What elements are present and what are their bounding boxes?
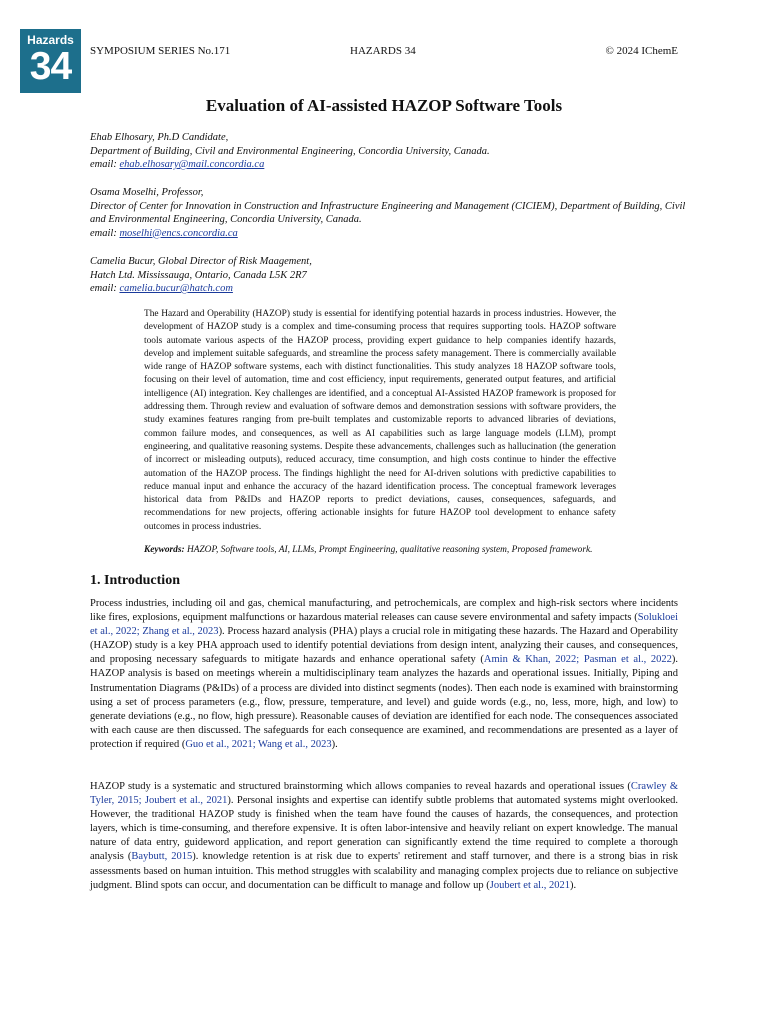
author-affiliation: Department of Building, Civil and Environmental Engineering, Concordia University, Canada. (90, 145, 490, 157)
email-label: email: (90, 227, 120, 239)
logo-number: 34 (29, 45, 72, 88)
author-affiliation: Hatch Ltd. Mississauga, Ontario, Canada L5K 2R7 (90, 269, 307, 281)
hazards-34-logo (20, 29, 81, 93)
email-label: email: (90, 283, 120, 294)
author-name: Ehab Elhosary, Ph.D Candidate, (90, 132, 229, 143)
citation-link[interactable]: Guo et al., 2021; Wang et al., 2023 (185, 738, 332, 750)
logo-text: Hazards (27, 33, 74, 47)
author-block-1 (90, 131, 690, 172)
keywords-list: HAZOP, Software tools, AI, LLMs, Prompt Engineering, qualitative reasoning system, Proposed framework. (184, 545, 593, 556)
author-block-3 (90, 255, 690, 296)
paragraph-text: ). HAZOP analysis is based on meetings wherein a multidisciplinary team analyzes the hazards and operational issues. Initially, Piping and Instrumentation Diagrams (P&IDs) of a process are divided into distinct segments (nodes). Then each node is examined with brainstorming using a set of process parameters (e.g., flow, pressure, temperature, and level) and guide words (e.g., no, less, more, high, and low) to generate deviations (e.g., no flow, high pressure). Reasonable causes of deviation are identified for each node. The consequences associated with each cause are then discussed. The safeguards for each consequence are examined, and recommendations are presented as a layer of protection if required ( (90, 654, 678, 750)
paragraph-text: ). Personal insights and expertise can identify subtle problems that automated systems might overlooked. However, the traditional HAZOP study is finished when the team have found the causes of hazards, the consequences, and protection layers, which is time-consuming, and therefore expensive. It is often labor-intensive and heavily reliant on expert knowledge. The manual nature of data entry, guideword application, and report generation can significantly extend the time required to complete a thorough analysis ( (90, 795, 678, 863)
section-heading: 1. Introduction (90, 573, 180, 588)
keywords-label: Keywords: (144, 545, 185, 556)
keywords (144, 544, 616, 557)
paper-title: Evaluation of AI-assisted HAZOP Software Tools (205, 96, 563, 115)
intro-paragraph-2 (90, 780, 678, 893)
citation-link[interactable]: Baybutt, 2015 (131, 851, 193, 863)
paragraph-text: ). knowledge retention is at risk due to experts' retirement and staff turnover, and there is a strong bias in risk assessments based on human intuition. This method struggles with scalability and managing complex projects due to reliance on subjective judgment. Blind spots can occur, and documentation can be difficult to manage and follow up ( (90, 851, 678, 891)
paragraph-text: Process industries, including oil and gas, chemical manufacturing, and petrochemicals, are complex and high-risk sectors where incidents like fires, explosions, equipment malfunctions or hazardous material releases can cause severe environmental and safety impacts ( (90, 598, 678, 624)
author-block-2 (90, 186, 690, 240)
header-event: HAZARDS 34 (350, 45, 416, 57)
header-series: SYMPOSIUM SERIES No.171 (90, 45, 231, 57)
email-label: email: (90, 159, 120, 170)
intro-paragraph-1 (90, 597, 678, 752)
paragraph-text: ). (569, 879, 577, 891)
citation-link[interactable]: Amin & Khan, 2022; Pasman et al., 2022 (483, 654, 672, 666)
citation-link[interactable]: Solukloei et al., 2022; Zhang et al., 2023 (90, 612, 678, 638)
email-link[interactable]: camelia.bucur@hatch.com (119, 283, 233, 294)
author-affiliation: Director of Center for Innovation in Construction and Infrastructure Engineering and Management (CICIEM), Department of Building, Civil and Environmental Engineering, Concordia University, Canada. (90, 200, 686, 225)
paragraph-text: ). Process hazard analysis (PHA) plays a crucial role in mitigating these hazards. The Hazard and Operability (HAZOP) study is a key PHA approach used to identify potential deviations from design intent, analyzing their causes, and consequences, and proposing necessary safeguards to mitigate hazards and enhance operational safety ( (90, 626, 678, 666)
header-copyright: © 2024 IChemE (605, 45, 678, 57)
abstract-text: The Hazard and Operability (HAZOP) study is essential for identifying potential hazards in process industries. However, the development of HAZOP study is a complex and time-consuming process that requires supporting tools. HAZOP software tools automate various aspects of the HAZOP process, providing expert guidance to help companies identify hazards, develop and implement suitable safeguards, and streamline the process safety management. There is commercially available wide range of HAZOP software systems, each with distinct functionalities. This study analyzes 18 HAZOP software tools, focusing on their level of automation, time and cost efficiency, input requirements, generated output features, and artificial intelligence (AI) integration. Key challenges are identified, and a conceptual AI-Assisted HAZOP framework is proposed for addressing them. Through review and evaluation of software demos and demonstration sessions with software providers, the study examines features ranging from pre-built templates and customizable reports to advanced libraries of deviations, common failure modes, and consequences, as well as AI capabilities such as large language models (LLM), prompt engineering, and qualitative reasoning systems. Despite these advancements, challenges such as hallucination (the generation of incorrect or misleading outputs), reduced accuracy, time consumption, and high costs continue to hinder the effective automation of the HAZOP process. The findings highlight the need for AI-driven solutions with predictive capabilities to reduce manual input and enhance the accuracy of the hazard identification process. The conceptual framework leverages historical data from P&IDs and HAZOP reports to predict deviations, causes, consequences, safeguards, and recommendations for new projects, offering actionable insights for future HAZOP tool development to enhance safety outcomes in process industries. (144, 309, 616, 532)
author-name: Osama Moselhi, Professor, (90, 187, 204, 198)
citation-link[interactable]: Crawley & Tyler, 2015; Joubert et al., 2021 (90, 781, 678, 807)
paragraph-text: HAZOP study is a systematic and structured brainstorming which allows companies to reveal hazards and operational issues ( (90, 781, 631, 792)
author-name: Camelia Bucur, Global Director of Risk Maagement, (90, 256, 312, 267)
citation-link[interactable]: Joubert et al., 2021 (489, 879, 570, 891)
paragraph-text: ). (331, 738, 338, 750)
email-link[interactable]: ehab.elhosary@mail.concordia.ca (119, 159, 265, 170)
email-link[interactable]: moselhi@encs.concordia.ca (119, 227, 238, 239)
abstract (144, 308, 616, 557)
